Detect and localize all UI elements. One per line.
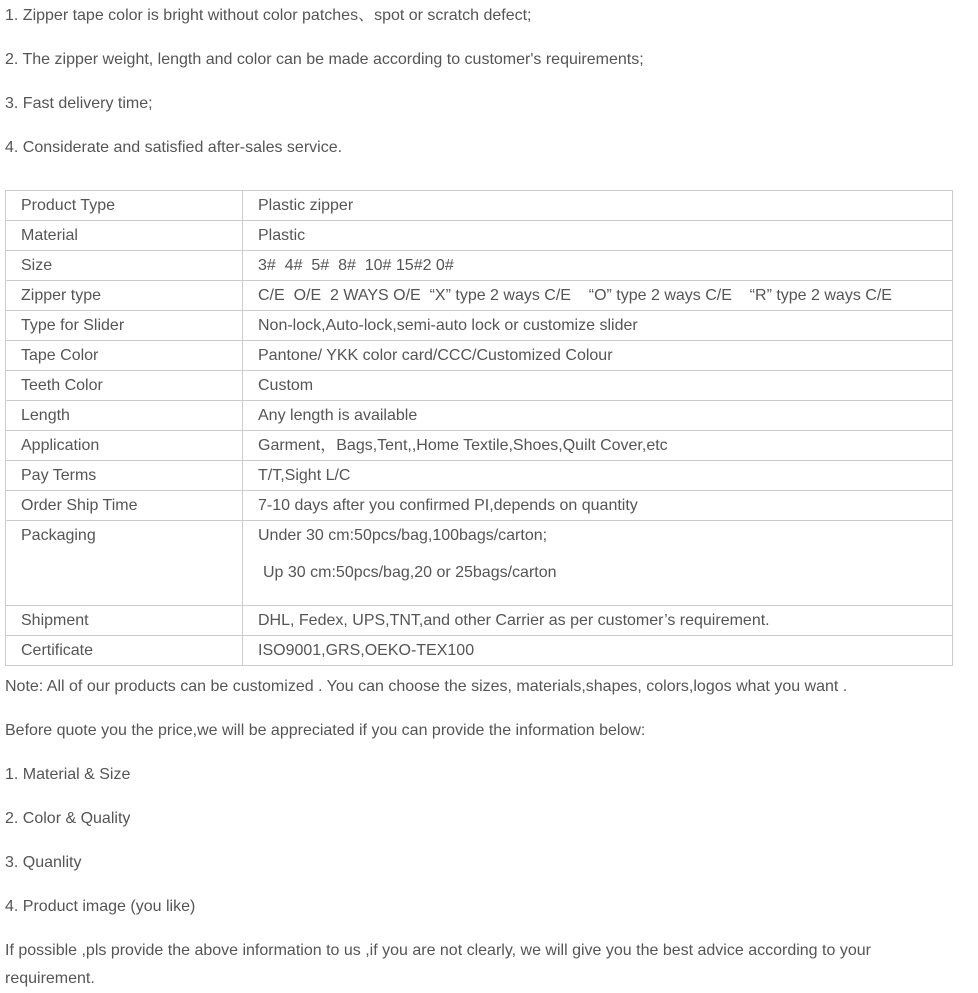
spec-key: Size <box>6 251 243 281</box>
spec-value-multiline <box>243 521 953 606</box>
customization-notes <box>5 666 965 993</box>
table-row <box>6 606 953 636</box>
feature-item: 3. Fast delivery time; <box>5 95 153 112</box>
table-row <box>6 521 953 606</box>
spec-value: 7-10 days after you confirmed PI,depends on quantity <box>243 491 953 521</box>
spec-value-line: Under 30 cm:50pcs/bag,100bags/carton; <box>258 527 548 544</box>
spec-key: Order Ship Time <box>6 491 243 521</box>
spec-key: Packaging <box>6 521 243 606</box>
table-row <box>6 221 953 251</box>
spec-key: Material <box>6 221 243 251</box>
spec-value: Non-lock,Auto-lock,semi-auto lock or customize slider <box>243 311 953 341</box>
closing-text: If possible ,pls provide the above information to us ,if you are not clearly, we will give you the best advice according to your requirement. <box>5 942 871 987</box>
feature-item: 1. Zipper tape color is bright without color patches、spot or scratch defect; <box>5 7 532 24</box>
product-description <box>5 0 965 987</box>
spec-key: Type for Slider <box>6 311 243 341</box>
feature-item: 4. Considerate and satisfied after-sales service. <box>5 139 343 156</box>
spec-value: Plastic zipper <box>243 191 953 221</box>
spec-value: Custom <box>243 371 953 401</box>
info-item: 4. Product image (you like) <box>5 898 196 915</box>
spec-value: DHL, Fedex, UPS,TNT,and other Carrier as per customer’s requirement. <box>243 606 953 636</box>
spec-key: Teeth Color <box>6 371 243 401</box>
table-row <box>6 461 953 491</box>
spec-value: Pantone/ YKK color card/CCC/Customized Colour <box>243 341 953 371</box>
info-item: 1. Material & Size <box>5 766 131 783</box>
table-row <box>6 191 953 221</box>
spec-key: Tape Color <box>6 341 243 371</box>
spec-key: Product Type <box>6 191 243 221</box>
spec-value: Any length is available <box>243 401 953 431</box>
info-item: 2. Color & Quality <box>5 810 131 827</box>
spec-key: Zipper type <box>6 281 243 311</box>
spec-key: Application <box>6 431 243 461</box>
before-quote-text: Before quote you the price,we will be appreciated if you can provide the information below: <box>5 722 646 739</box>
table-row <box>6 401 953 431</box>
spec-value: C/E O/E 2 WAYS O/E “X” type 2 ways C/E “O” type 2 ways C/E “R” type 2 ways C/E <box>243 281 953 311</box>
table-row <box>6 341 953 371</box>
table-row <box>6 281 953 311</box>
table-row <box>6 636 953 666</box>
table-row <box>6 431 953 461</box>
note-text: Note: All of our products can be customized . You can choose the sizes, materials,shapes, colors,logos what you want . <box>5 678 848 695</box>
spec-value: 3# 4# 5# 8# 10# 15#2 0# <box>243 251 953 281</box>
spec-value: T/T,Sight L/C <box>243 461 953 491</box>
info-item: 3. Quanlity <box>5 854 82 871</box>
spec-key: Certificate <box>6 636 243 666</box>
feature-item: 2. The zipper weight, length and color can be made according to customer's requirements; <box>5 51 644 68</box>
spec-value: ISO9001,GRS,OEKO-TEX100 <box>243 636 953 666</box>
table-row <box>6 311 953 341</box>
spec-key: Shipment <box>6 606 243 636</box>
spec-key: Length <box>6 401 243 431</box>
table-row <box>6 491 953 521</box>
spec-key: Pay Terms <box>6 461 243 491</box>
table-row <box>6 371 953 401</box>
spec-value: Garment，Bags,Tent,,Home Textile,Shoes,Quilt Cover,etc <box>243 431 953 461</box>
feature-list <box>5 0 965 176</box>
spec-value: Plastic <box>243 221 953 251</box>
spec-value-line: Up 30 cm:50pcs/bag,20 or 25bags/carton <box>263 564 557 581</box>
spec-table <box>5 190 953 666</box>
table-row <box>6 251 953 281</box>
